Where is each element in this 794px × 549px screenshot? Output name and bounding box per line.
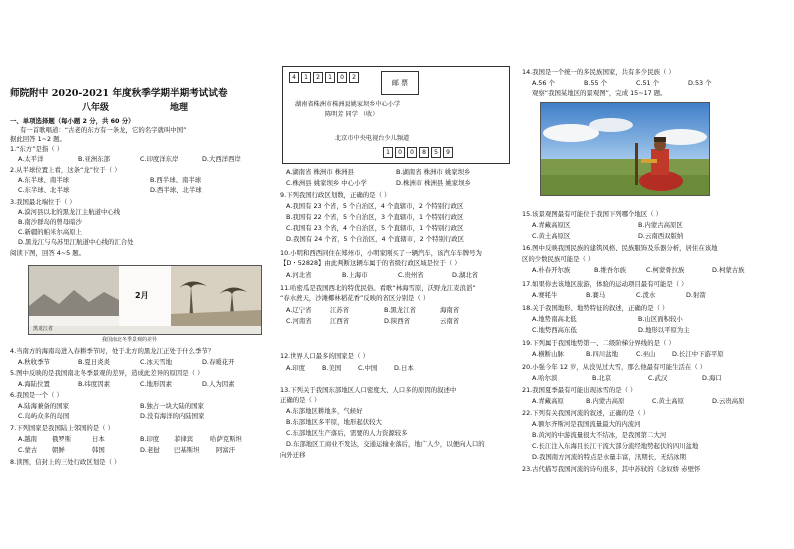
option[interactable]: C.蒙古: [18, 446, 38, 454]
recipient-address: 湖南省株洲市株洲县姚家坝乡中心小学: [295, 101, 401, 108]
option[interactable]: D.53 个: [688, 79, 712, 87]
question-5: 5.图中反映的是我国南北冬季景观的差异，造成此差异的原因是（ ）: [10, 369, 204, 377]
option[interactable]: B.四川盆地: [586, 350, 618, 358]
option[interactable]: D.长江中下游平原: [672, 350, 724, 358]
option[interactable]: A.秋收季节: [18, 358, 50, 366]
option[interactable]: A.地势南高北低: [532, 315, 577, 323]
option[interactable]: A.横断山脉: [532, 350, 564, 358]
figure-label-left: 黑龙江省: [33, 326, 54, 332]
option[interactable]: A.河北省: [286, 271, 312, 279]
subject-label: 地理: [170, 103, 189, 113]
question-16-cont: 区的少数民族可能是（ ）: [522, 255, 595, 263]
question-18: 18.关于我国地形、地势特征的叙述，正确的是（ ）: [522, 304, 669, 312]
option[interactable]: B.美国: [322, 364, 342, 372]
option[interactable]: B.独占一块大陆的国家: [140, 402, 204, 410]
zip-digit: 1: [325, 72, 335, 83]
option[interactable]: D.地形以平原为主: [638, 326, 690, 334]
option[interactable]: D.没有海洋的内陆国家: [140, 412, 205, 420]
option[interactable]: C.岛屿众多的岛国: [18, 412, 70, 420]
option[interactable]: C.地势西高东低: [532, 326, 577, 334]
option[interactable]: B.东部地区多平原，地形起伏较大: [286, 418, 382, 426]
recipient-name: 陈明芳 同学 （收）: [325, 111, 379, 118]
option[interactable]: B.北京: [592, 374, 612, 382]
option[interactable]: A.印度: [286, 364, 306, 372]
option[interactable]: A.漠河县以北的黑龙江主航道中心线: [18, 208, 121, 216]
option[interactable]: A.哈尔滨: [532, 374, 558, 382]
zip-digit: 2: [349, 72, 359, 83]
option[interactable]: C.长江注入东海且长江干流大部分流经地势起伏的四川盆地: [532, 442, 699, 450]
option[interactable]: D.日本: [394, 364, 414, 372]
question-10: 10.小明和西西同住在郑州市，小明家刚买了一辆汽车，该汽车车牌号为: [280, 249, 482, 257]
sender-address: 北京市中央电视台少儿频道: [335, 135, 410, 142]
question-4: 4.当南方的海南岛进入春耕季节时，处于北方的黑龙江正处于什么季节？: [10, 347, 215, 355]
option[interactable]: B.黄河的中游流量很大不结冰，是我国第二大河: [532, 431, 667, 439]
option[interactable]: C.河南省: [286, 317, 312, 325]
zip-digit: 5: [431, 147, 441, 158]
landscape-figure: [28, 265, 262, 335]
recipient-zip-code: [289, 72, 359, 83]
figure-label-month: 2月: [135, 291, 149, 300]
question-6: 6.我国是一个（ ）: [10, 391, 63, 399]
option[interactable]: C.地形因素: [140, 380, 173, 388]
question-19: 19.下列属于我国地势第一、二级阶梯分界线的是（ ）: [522, 339, 675, 347]
option[interactable]: C.新疆的帕米尔高原上: [18, 228, 83, 236]
option[interactable]: D.我国南方河流的特点是水量丰富，汛期长，无结冰期: [532, 453, 686, 461]
option[interactable]: B.内蒙古高原: [586, 397, 625, 405]
question-14: 14.我国是一个统一的多民族国家，共有多少民族（ ）: [522, 68, 675, 76]
intro-line: 据此回答 1~2 题。: [10, 135, 66, 143]
read-instruction: 观察“我国某地区的景观图”，完成 15~17 题。: [532, 89, 667, 97]
option-item: 哈萨克斯坦: [210, 435, 242, 443]
question-11: 11.哈密瓜是我国西北的特优民俗。看歌“林海雪原，沃野龙江麦浪滔”: [280, 284, 476, 292]
option[interactable]: B.内蒙古高原区: [638, 221, 683, 229]
zip-digit: 4: [289, 72, 299, 83]
option[interactable]: C.黄土高原区: [532, 232, 571, 240]
option-item: 菲律宾: [174, 435, 194, 443]
option[interactable]: C.东部地区生产落后，需要的人力资源较多: [286, 429, 408, 437]
option-item: 日本: [92, 435, 105, 443]
grade-label: 八年级: [82, 103, 110, 113]
option[interactable]: B.维吾尔族: [594, 266, 626, 274]
option[interactable]: A.青藏高原: [532, 397, 564, 405]
option[interactable]: A.湖南省 株洲市 株洲县: [286, 168, 354, 176]
option[interactable]: B.賽马: [586, 291, 606, 299]
question-20: 20.小强今年 12 岁，从没见过大雪，那么他最有可能生活在（ ）: [522, 363, 707, 371]
zip-digit: 0: [337, 72, 347, 83]
question-11-cont: “春水蔗天，沙滩椰林稻花香”反映的省区分别是（ ）: [280, 294, 430, 302]
option[interactable]: B.湖南省 株洲市 姚家坝乡: [396, 168, 471, 176]
question-13-cont: 正确的是（ ）: [280, 396, 321, 404]
option[interactable]: A.越南: [18, 435, 38, 443]
option[interactable]: A.海陆位置: [18, 380, 50, 388]
option-item: 韩国: [92, 446, 105, 454]
question-15: 15.该景观图最有可能位于我国下列哪个地区（ ）: [522, 210, 663, 218]
option[interactable]: D.株洲市 株洲县 姚家坝乡: [396, 179, 471, 187]
option[interactable]: B.我国有 22 个省，5 个自治区，3 个直辖市，1 个特别行政区: [286, 213, 464, 221]
option[interactable]: D.柯蒙古族: [712, 266, 745, 274]
option[interactable]: C.贵州省: [398, 271, 424, 279]
question-3: 3.我国最北端位于（ ）: [10, 198, 76, 206]
zip-digit: 0: [395, 147, 405, 158]
option[interactable]: A.额尔齐斯河是我国流量最大的内流河: [532, 420, 641, 428]
option-item: 江苏省: [330, 306, 350, 314]
zip-digit: 1: [383, 147, 393, 158]
option-cont: 向外迁移: [280, 451, 306, 459]
option[interactable]: C.51 个: [636, 79, 660, 87]
zip-digit: 0: [407, 147, 417, 158]
option[interactable]: D.春暖花开: [202, 358, 235, 366]
question-21: 21.我国夏季最有可能出现冰雪的是（ ）: [522, 386, 637, 394]
option[interactable]: B.上海市: [342, 271, 368, 279]
option[interactable]: B.夏日炎炎: [78, 358, 110, 366]
sender-zip-code: [383, 147, 453, 158]
option[interactable]: D.大西洋西岸: [202, 155, 241, 163]
question-13: 13.下列关于我国东部地区人口密度大、人口多的原因的叙述中: [280, 386, 457, 394]
option[interactable]: B.黑龙江省: [384, 306, 416, 314]
option[interactable]: C.中国: [358, 364, 378, 372]
zip-digit: 2: [313, 72, 323, 83]
option[interactable]: C.株洲县 姚家坝乡 中心小学: [286, 179, 367, 187]
question-17: 17.如果你去该地区旅游，体验的运动项目最有可能是（ ）: [522, 280, 688, 288]
option[interactable]: B.印度: [140, 435, 160, 443]
option[interactable]: A.陆海兼备的国家: [18, 402, 70, 410]
zip-digit: 9: [443, 147, 453, 158]
question-23: 23.古代描写我国河流的诗句很多，其中苏轼的《念奴娇 赤壁怀: [522, 465, 701, 473]
option[interactable]: A.辽宁省: [286, 306, 312, 314]
option[interactable]: C.我国有 23 个省，4 个自治区，5 个直辖市，1 个特别行政区: [286, 224, 464, 232]
envelope-figure: [282, 66, 510, 164]
option[interactable]: A.朴春开尔族: [532, 266, 571, 274]
figure-illustration: [29, 266, 261, 334]
question-12: 12.世界人口最多的国家是（ ）: [280, 352, 369, 360]
question-10-cont: 【D・52828】由此判断这辆车属于的省级行政区域是位于（ ）: [280, 259, 461, 267]
intro-line: 有一首歌唱道：“古老的东方有一条龙，它的名字就叫中国”: [20, 126, 187, 134]
option[interactable]: A.东半球、南半球: [18, 176, 70, 184]
question-9: 9.下列我国行政区划数，正确的是（ ）: [280, 191, 391, 199]
option[interactable]: D.海口: [702, 374, 722, 382]
exam-title: 师院附中 2020-2021 年度秋季学期半期考试试卷: [10, 88, 228, 99]
option[interactable]: C.柯蒙骨拉族: [646, 266, 685, 274]
option[interactable]: B.55 个: [584, 79, 607, 87]
option[interactable]: C.黄土高原: [652, 397, 685, 405]
stamp-box: 邮 票: [381, 71, 419, 95]
option[interactable]: A.56 个: [532, 79, 555, 87]
option[interactable]: A.青藏高原区: [532, 221, 571, 229]
option[interactable]: D.黑龙江与乌苏里江航道中心线的汇合处: [18, 238, 134, 246]
option[interactable]: D.我国有 24 个省，5 个自治区，4 个直辖市，2 个特别行政区: [286, 235, 465, 243]
option[interactable]: A.我国有 23 个省，5 个自治区，4 个直辖市，2 个特别行政区: [286, 202, 464, 210]
option[interactable]: D.湖北省: [452, 271, 479, 279]
figure-caption: 我国南北冬季景观的差异: [102, 337, 158, 343]
option[interactable]: D.云南西双版纳: [638, 232, 684, 240]
option[interactable]: B.南沙群岛的曾母暗沙: [18, 218, 82, 226]
option[interactable]: B.山区面积较小: [638, 315, 683, 323]
option[interactable]: C.巫山: [636, 350, 656, 358]
option[interactable]: D.人为因素: [202, 380, 235, 388]
option[interactable]: C.武汉: [648, 374, 668, 382]
photo-illustration: [541, 103, 709, 195]
option[interactable]: B.西半球、南半球: [150, 176, 202, 184]
question-22: 22.下列有关我国河流的叙述，正确的是（ ）: [522, 409, 650, 417]
option[interactable]: A.东部地区耕地多，气候好: [286, 407, 363, 415]
option[interactable]: C.印度洋东岸: [140, 155, 179, 163]
question-16: 16.图中反映我国民族的建筑风格、民族服饰及乐器分析，居住在该地: [522, 244, 718, 252]
option[interactable]: C.东半球、北半球: [18, 186, 70, 194]
read-instruction: 阅读下图，回答 4~5 题。: [10, 249, 86, 257]
option[interactable]: A.赛牦牛: [532, 291, 558, 299]
option-item: 俄罗斯: [52, 435, 72, 443]
option-item: 江西省: [330, 317, 350, 325]
option[interactable]: C.冰天雪地: [140, 358, 173, 366]
option[interactable]: D.射箭: [686, 291, 706, 299]
zip-digit: 1: [301, 72, 311, 83]
question-8: 8.读图，信封上的三处行政区划是（ ）: [10, 458, 121, 466]
option[interactable]: D.老挝: [140, 446, 160, 454]
option-item: 朝鲜: [52, 446, 65, 454]
grassland-photo: [540, 102, 710, 196]
option[interactable]: B.亚洲东部: [78, 155, 110, 163]
option[interactable]: A.太平洋: [18, 155, 44, 163]
question-1: 1.“东方”是指（ ）: [10, 145, 64, 153]
option-item: 巴基斯坦: [174, 446, 200, 454]
option[interactable]: D.西半球、北半球: [150, 186, 202, 194]
option[interactable]: D.东部地区工商业不发达，交通运输业落后，地广人少，以便向人口的: [286, 440, 485, 448]
option-item: 云南省: [440, 317, 460, 325]
section-heading: 一、单项选择题（每小题 2 分，共 60 分）: [10, 117, 135, 125]
question-2: 2.从半球位置上看，这条“龙”位于（ ）: [10, 166, 121, 174]
option-item: 海南省: [440, 306, 460, 314]
option[interactable]: C.泼水: [636, 291, 656, 299]
question-7: 7.下列国家是我国陆上邻国的是（ ）: [10, 424, 114, 432]
zip-digit: 8: [419, 147, 429, 158]
option[interactable]: B.纬度因素: [78, 380, 110, 388]
option-item: 阿富汗: [216, 446, 236, 454]
option[interactable]: D.云贵高原: [712, 397, 745, 405]
option[interactable]: D.陕西省: [384, 317, 411, 325]
